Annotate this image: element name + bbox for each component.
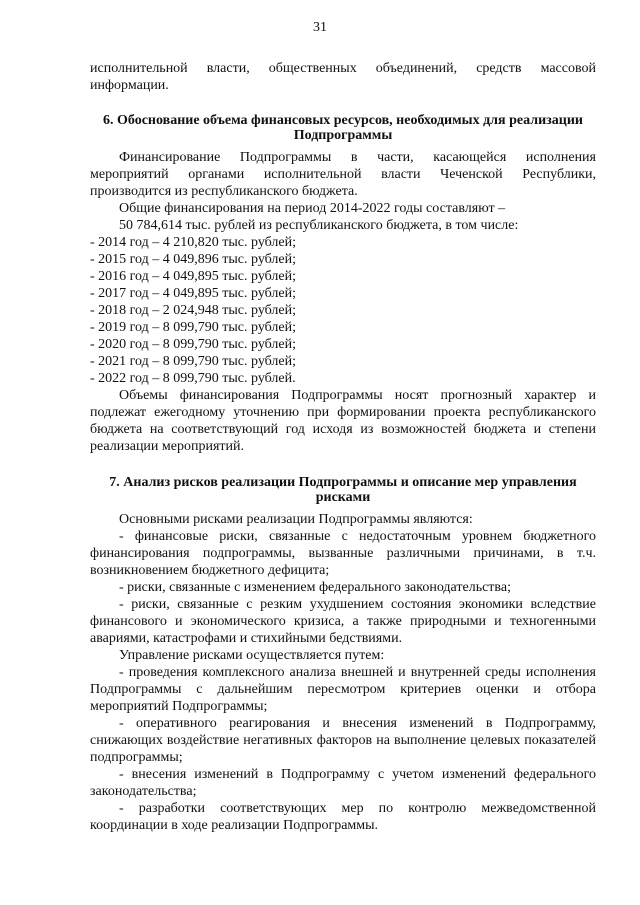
year-item: - 2022 год – 8 099,790 тыс. рублей. xyxy=(90,371,296,386)
year-item: - 2021 год – 8 099,790 тыс. рублей; xyxy=(90,354,297,369)
section-6-paragraph-2: Объемы финансирования Подпрограммы носят прогнозный характер и подлежат ежегодному уточнению при формировании проекта республиканского бюджета на соответствующий год исходя из возможностей бюджета и степени реализации мероприятий. xyxy=(90,388,596,454)
measure-item: - оперативного реагирования и внесения изменений в Подпрограмму, снижающих воздействие негативных факторов на выполнение целевых показателей подпрограммы; xyxy=(90,716,596,765)
year-item: - 2016 год – 4 049,895 тыс. рублей; xyxy=(90,269,297,284)
year-item: - 2015 год – 4 049,896 тыс. рублей; xyxy=(90,252,297,267)
page-number: 31 xyxy=(313,20,327,35)
risk-item: - финансовые риски, связанные с недостаточным уровнем бюджетного финансирования подпрограммы, вызванные различными причинами, в т.ч. возникновением бюджетного дефицита; xyxy=(90,529,596,578)
measure-item: - внесения изменений в Подпрограмму с учетом изменений федерального законодательства; xyxy=(90,767,596,799)
measure-item: - разработки соответствующих мер по контролю межведомственной координации в ходе реализации Подпрограммы. xyxy=(90,801,596,833)
risks-intro: Основными рисками реализации Подпрограммы являются: xyxy=(119,512,473,527)
total-financing-line-1: Общие финансирования на период 2014-2022 годы составляют – xyxy=(119,201,506,216)
year-item: - 2018 год – 2 024,948 тыс. рублей; xyxy=(90,303,297,318)
total-financing-line-2: 50 784,614 тыс. рублей из республиканского бюджета, в том числе: xyxy=(119,218,519,233)
year-item: - 2019 год – 8 099,790 тыс. рублей; xyxy=(90,320,297,335)
risk-item: - риски, связанные с резким ухудшением состояния экономики вследствие финансового и экономического кризиса, а также природными и техногенными авариями, катастрофами и стихийными бедствиями. xyxy=(90,597,596,646)
management-intro: Управление рисками осуществляется путем: xyxy=(119,648,385,663)
section-6-paragraph-1: Финансирование Подпрограммы в части, касающейся исполнения мероприятий органами исполнительной власти Чеченской Республики, производится из республиканского бюджета. xyxy=(90,150,596,199)
risk-item: - риски, связанные с изменением федерального законодательства; xyxy=(119,580,511,595)
intro-tail-paragraph: исполнительной власти, общественных объединений, средств массовой информации. xyxy=(90,61,596,93)
section-6-heading: 6. Обоснование объема финансовых ресурсов, необходимых для реализации Подпрограммы xyxy=(103,113,583,143)
year-item: - 2020 год – 8 099,790 тыс. рублей; xyxy=(90,337,297,352)
measure-item: - проведения комплексного анализа внешней и внутренней среды исполнения Подпрограммы с дальнейшим пересмотром критериев оценки и отбора мероприятий Подпрограммы; xyxy=(90,665,596,714)
year-item: - 2014 год – 4 210,820 тыс. рублей; xyxy=(90,235,297,250)
page-content xyxy=(90,60,596,834)
year-item: - 2017 год – 4 049,895 тыс. рублей; xyxy=(90,286,297,301)
section-7-heading: 7. Анализ рисков реализации Подпрограммы и описание мер управления рисками xyxy=(109,475,577,505)
